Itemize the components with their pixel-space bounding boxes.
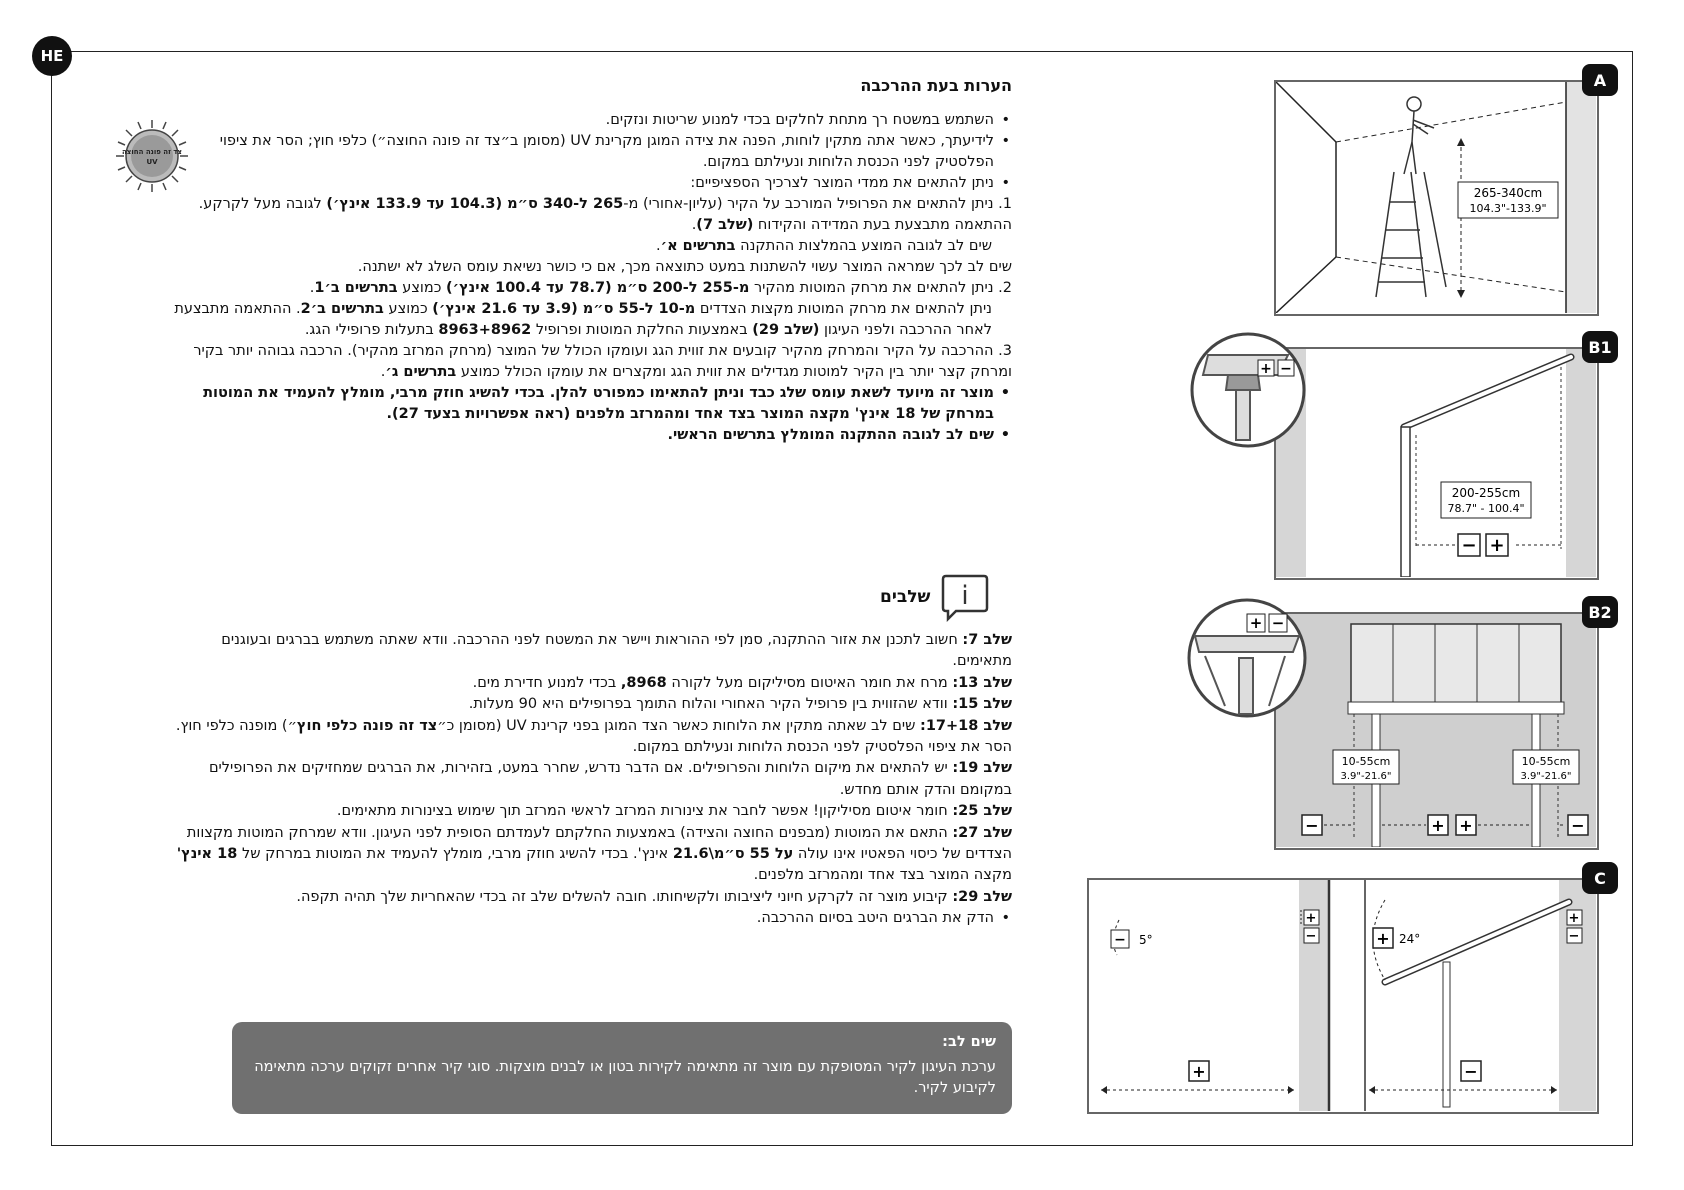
- note-box-title: שים לב:: [942, 1034, 996, 1050]
- plus-icon: +: [1568, 911, 1580, 926]
- note-bullet: • השתמש במשטח רך מתחת לחלקים בכדי למנוע שריטות ונזקים.: [160, 110, 994, 131]
- figure-b2-drawing: [1276, 614, 1596, 847]
- note-bullet: • לידיעתך, כאשר אתה מתקין לוחות, הפנה את צידה המוגן מקרינת UV (מסומן ב״צד זה פונה החוצה״) כלפי חוץ; הסר את ציפוי הפלסטיק לפני הכנסת הלוחות ונעילתם במקום.: [160, 131, 994, 173]
- fig-a-dim-cm: 265-340cm: [1473, 186, 1543, 200]
- svg-text:UV: UV: [146, 158, 158, 166]
- step-17-18: שלב 17+18: שים לב שאתה מתקין את הלוחות כאשר הצד המוגן בפני קרינת UV (מסומן כ״צד זה פונה כלפי חוץ״) מופנה כלפי חוץ. הסר את ציפוי הפלסטיק לפני הכנסת הלוחות ונעילתם במקום.: [175, 717, 1012, 756]
- figure-c: [1087, 878, 1599, 1114]
- minus-icon: −: [1571, 816, 1585, 835]
- figure-c-drawing: [1089, 880, 1596, 1111]
- step-7: שלב 7: חשוב לתכנן את אזור ההתקנה, סמן לפי ההוראות ויישר את המשטח לפני ההרכבה. וודא שאתה משתמש בברגים ובעוגנים מתאימים.: [221, 632, 1012, 670]
- fig-b2-dim-in-left: 3.9"-21.6": [1340, 771, 1392, 782]
- minus-icon: −: [1305, 929, 1317, 944]
- figure-b1-detail-icon: [1188, 330, 1308, 450]
- figure-a: [1274, 80, 1599, 316]
- fig-b1-dim-in: 78.7" - 100.4": [1447, 502, 1525, 515]
- plus-icon: +: [1192, 1062, 1206, 1081]
- svg-text:+: +: [1260, 361, 1272, 377]
- plus-icon: +: [1431, 816, 1445, 835]
- figure-a-label: A: [1582, 64, 1618, 96]
- adjust-item-1: 1. ניתן להתאים את הפרופיל המורכב על הקיר (עליון-אחורי) מ-265 ל-340 ס״מ (104.3 עד 133.9 אינץ׳) לגובה מעל לקרקע. ההתאמה מתבצעת בעת המדידה והקידוח (שלב 7). שים לב לגובה המוצע בהמלצות ההתקנה בתרשים א׳. שים לב לכך שמראה המוצר עשוי להשתנות במעט כתוצאה מכך, אם כי כושר נשיאת עומס השלג לא ישתנה.: [198, 196, 1012, 275]
- step-15: שלב 15: וודא שהזווית בין פרופיל הקיר האחורי והלוח התומך בפרופילים היא 90 מעלות.: [468, 696, 1012, 713]
- plus-icon: +: [1376, 929, 1390, 948]
- svg-text:−: −: [1280, 361, 1292, 377]
- plus-icon: +: [1305, 911, 1317, 926]
- figure-a-drawing: [1276, 82, 1596, 313]
- adjust-item-2: 2. ניתן להתאים את מרחק המוטות מהקיר מ-255 ל-200 ס״מ (78.7 עד 100.4 אינץ׳) כמוצע בתרשים ב׳1. ניתן להתאים את מרחק המוטות מקצות הצדדים מ-10 ל-55 ס״מ (3.9 עד 21.6 אינץ׳) כמוצע בתרשים ב׳2. ההתאמה מתבצעת לאחר ההרכבה ולפני העיגון (שלב 29) באמצעות החלקת המוטות ופרופיל 8963+8962 בתעלות פרופילי הגג.: [174, 280, 1012, 338]
- fig-b2-dim-cm-left: 10-55cm: [1341, 755, 1391, 768]
- step-29: שלב 29: קיבוע מוצר זה לקרקע חיוני ליציבותו ולקשיחותו. חובה להשלים שלב זה בכדי שהאחריות שלך תהיה תקפה.: [296, 888, 1012, 905]
- note-box-text: ערכת העיגון לקיר המסופקת עם מוצר זה מתאימה לקירות בטון או לבנים מוצקות. סוגי קיר אחרים זקוקים ערכה מתאימה לקיבוע לקיר.: [254, 1059, 996, 1096]
- note-bullet: • ניתן להתאים את ממדי המוצר לצרכיך הספציפיים:: [160, 173, 994, 194]
- plus-icon: +: [1489, 535, 1505, 556]
- plus-icon: +: [1459, 816, 1473, 835]
- fig-b2-dim-cm-right: 10-55cm: [1521, 755, 1571, 768]
- figure-b1-label: B1: [1582, 331, 1618, 363]
- attention-note-box: [232, 1022, 1012, 1114]
- minus-icon: −: [1305, 816, 1319, 835]
- notes-title: הערות בעת ההרכבה: [860, 76, 1012, 95]
- step-25: שלב 25: חומר איטום מסיליקון! אפשר לחבר את צינורות המרזב לראשי המרזב תוך שימוש בצינורות מתאימים.: [336, 803, 1012, 820]
- step-19: שלב 19: יש להתאים את מיקום הלוחות והפרופילים. אם הדבר נדרש, שחרר במעט, בזהירות, את הברגים שמחזיקים את הפרופילים במקומם והדק אותם מחדש.: [208, 760, 1012, 798]
- fig-a-dim-in: 104.3"-133.9": [1469, 202, 1547, 215]
- tighten-bullet: • הדק את הברגים היטב בסיום ההרכבה.: [160, 908, 1012, 929]
- note-bullet: • מוצר זה מיועד לשאת עומס שלג כבד וניתן להתאימו כמפורט להלן. בכדי להשיג חוזק מרבי, מומלץ להעמיד את המוטות במרחק של 18 אינץ' מקצה המוצר בצד אחד ומהמרזב מלפנים (ראה אפשרויות בצעד 27).: [160, 383, 994, 425]
- minus-icon: −: [1461, 535, 1477, 556]
- minus-icon: −: [1464, 1062, 1478, 1081]
- minus-icon: −: [1114, 932, 1126, 948]
- adjust-item-3: 3. ההרכבה על הקיר והמרחק מהקיר קובעים את זווית הגג ועומקו הכולל של המוצר (מרחק המרזב מהקיר). הרכבה גבוהה יותר בקיר ומרחק קצר יותר בין הקיר למוטות מגדילים את זווית הגג ומקצרים את עומקו הכולל כמוצע בתרשים ג׳.: [193, 343, 1012, 380]
- svg-text:−: −: [1271, 614, 1285, 632]
- figure-c-label: C: [1582, 862, 1618, 894]
- note-bullet: • שים לב לגובה ההתקנה המומלץ בתרשים הראשי.: [160, 425, 994, 446]
- steps-list: [160, 630, 1012, 930]
- minus-icon: −: [1568, 929, 1580, 944]
- angle-large-label: 24°: [1399, 932, 1421, 946]
- figure-b2-label: B2: [1582, 596, 1618, 628]
- step-27: שלב 27: התאם את המוטות (מבפנים החוצה והצידה) באמצעות החלקתם לעמדתם הסופית לפני העיגון. וודא שמרחק המוטות מקצוות הצדדים של כיסוי הפאטיו אינו עולה על 55 ס״מ\21.6 אינץ'. בכדי להשיג חוזק מרבי, מומלץ להעמיד את המוטות במרחק של 18 אינץ' מקצה המוצר בצד אחד ומהמרזב מלפנים.: [176, 824, 1012, 884]
- figure-b1-drawing: [1276, 349, 1596, 577]
- figure-b2: [1271, 612, 1599, 850]
- fig-b2-dim-in-right: 3.9"-21.6": [1520, 771, 1572, 782]
- svg-text:i: i: [961, 581, 970, 611]
- fig-b1-dim-cm: 200-255cm: [1451, 486, 1521, 500]
- svg-text:+: +: [1249, 614, 1263, 632]
- info-icon: [940, 572, 990, 622]
- assembly-notes: [160, 75, 1012, 446]
- angle-small-label: 5°: [1139, 933, 1153, 947]
- steps-title: שלבים: [880, 587, 931, 607]
- step-13: שלב 13: מרח את חומר האיטום מסיליקום מעל לקורה 8968, בכדי למנוע חדירת מים.: [472, 674, 1012, 691]
- language-badge: HE: [32, 36, 72, 76]
- steps-heading: [880, 572, 990, 622]
- figure-b1: [1274, 347, 1599, 580]
- figure-b2-detail-icon: [1185, 596, 1309, 720]
- sun-stamp-text: צד זה פונה החוצה: [122, 148, 182, 156]
